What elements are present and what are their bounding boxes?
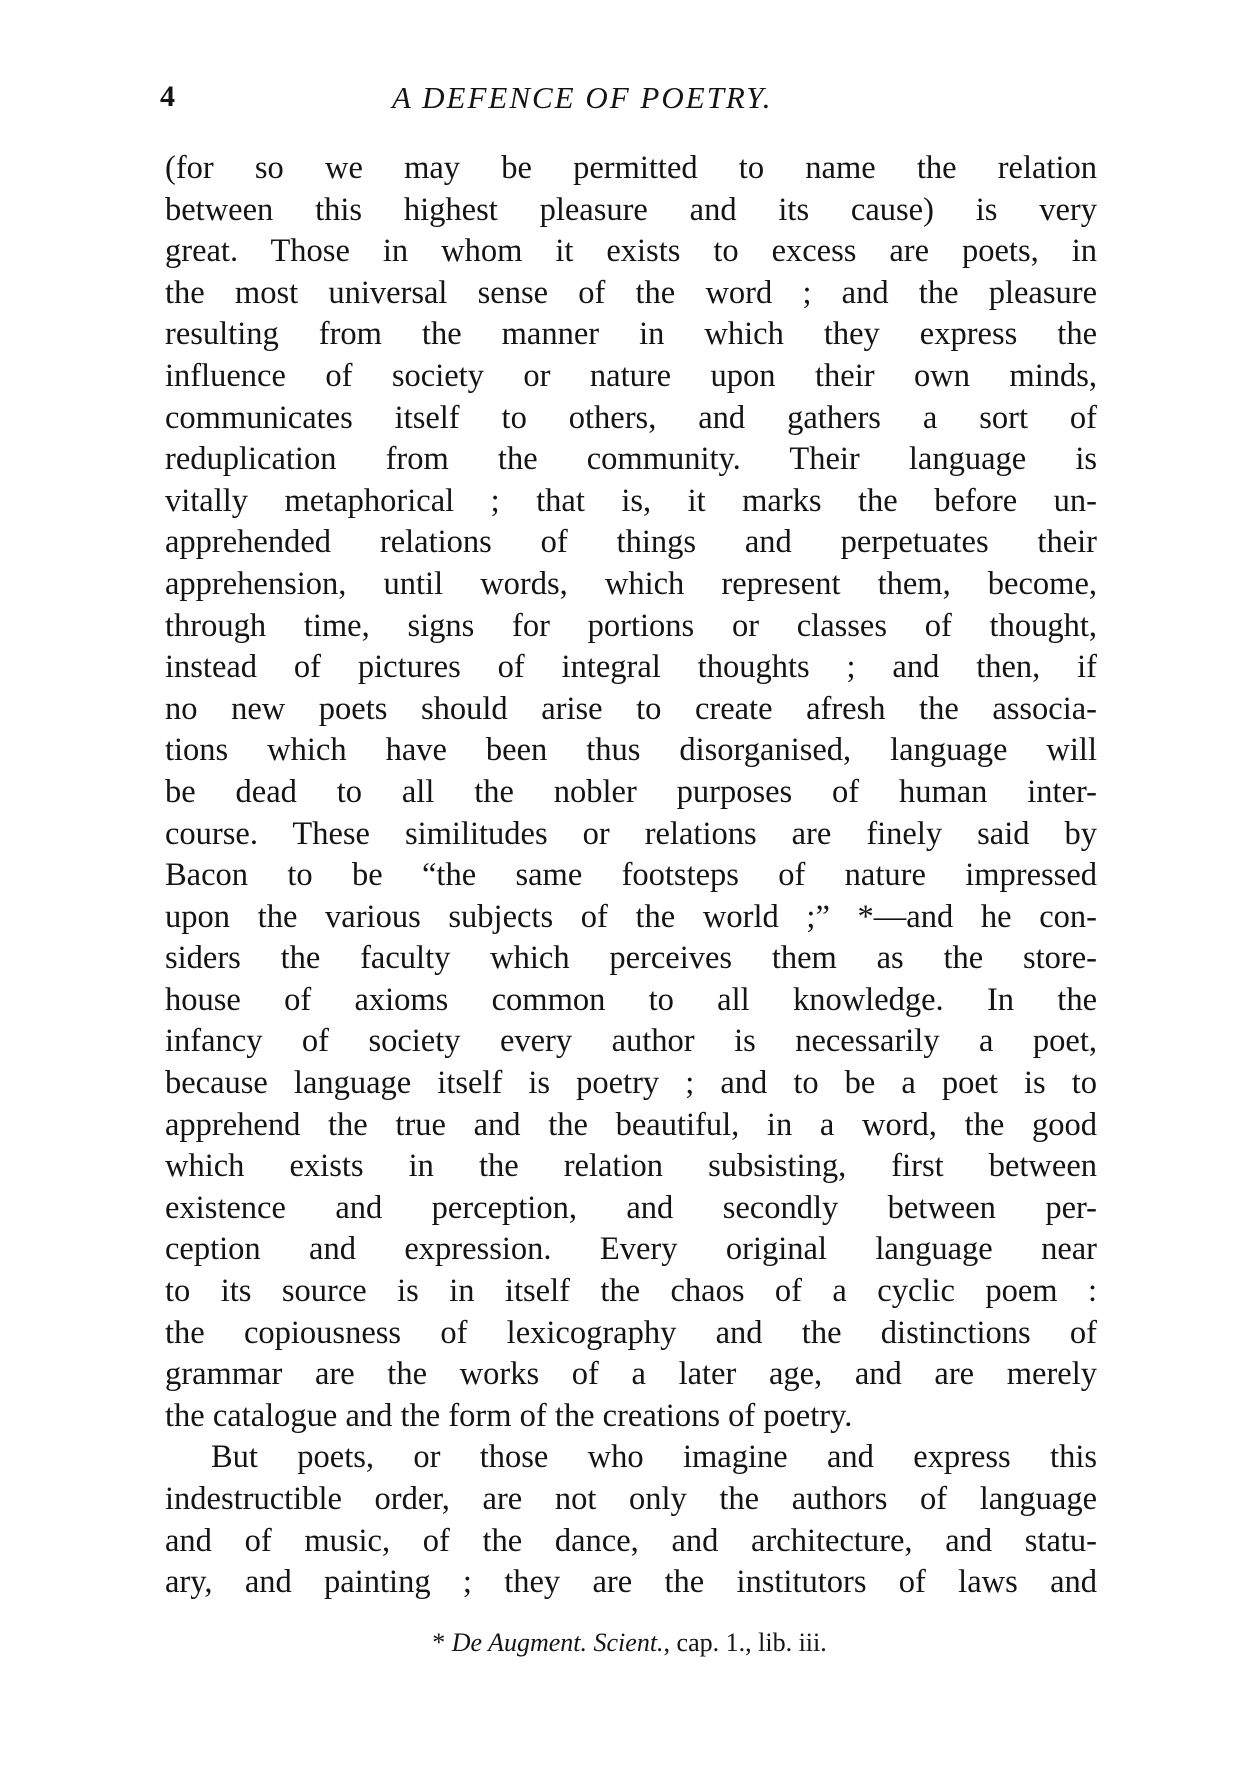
text-line: course. These similitudes or relations are finely said by xyxy=(165,815,1097,852)
footnote xyxy=(0,1628,1259,1658)
running-head xyxy=(160,80,1100,126)
text-line: between this highest pleasure and its cause) is very xyxy=(165,191,1097,228)
text-line: be dead to all the nobler purposes of human inter- xyxy=(165,773,1097,810)
text-line: Bacon to be “the same footsteps of nature impressed xyxy=(165,857,1097,894)
text-line: (for so we may be permitted to name the relation xyxy=(165,150,1097,186)
text-line: house of axioms common to all knowledge. In the xyxy=(165,981,1097,1018)
text-line: infancy of society every author is necessarily a poet, xyxy=(165,1023,1097,1060)
text-line: the catalogue and the form of the creations of poetry. xyxy=(165,1397,853,1434)
text-line: ary, and painting ; they are the institutors of laws and xyxy=(165,1564,1097,1601)
text-line: apprehension, until words, which represent them, become, xyxy=(165,565,1097,602)
text-line: reduplication from the community. Their language is xyxy=(165,441,1097,478)
text-line: and of music, of the dance, and architecture, and statu- xyxy=(165,1522,1097,1559)
footnote-work-title: De Augment. Scient. xyxy=(451,1628,664,1657)
text-line: the copiousness of lexicography and the distinctions of xyxy=(165,1314,1097,1351)
paragraph-2 xyxy=(165,1437,1097,1603)
text-line: because language itself is poetry ; and to be a poet is to xyxy=(165,1065,1097,1102)
running-title: A DEFENCE OF POETRY. xyxy=(392,80,773,115)
text-line: vitally metaphorical ; that is, it marks the before un- xyxy=(165,482,1097,519)
text-line: the most universal sense of the word ; and the pleasure xyxy=(165,274,1097,311)
footnote-reference: , cap. 1., lib. iii. xyxy=(663,1628,827,1657)
text-line: existence and perception, and secondly between per- xyxy=(165,1189,1097,1226)
text-line: no new poets should arise to create afresh the associa- xyxy=(165,690,1097,727)
text-line: upon the various subjects of the world ;” *—and he con- xyxy=(165,898,1097,935)
text-line: communicates itself to others, and gathers a sort of xyxy=(165,399,1097,436)
text-line: great. Those in whom it exists to excess are poets, in xyxy=(165,233,1097,270)
text-line: ception and expression. Every original language near xyxy=(165,1231,1097,1268)
text-line: through time, signs for portions or classes of thought, xyxy=(165,607,1097,644)
text-line: instead of pictures of integral thoughts ; and then, if xyxy=(165,649,1097,686)
text-line: grammar are the works of a later age, and are merely xyxy=(165,1356,1097,1393)
text-line: which exists in the relation subsisting, first between xyxy=(165,1148,1097,1185)
text-line: to its source is in itself the chaos of a cyclic poem : xyxy=(165,1273,1097,1310)
text-line: siders the faculty which perceives them as the store- xyxy=(165,940,1097,977)
text-line: But poets, or those who imagine and express this xyxy=(211,1439,1097,1476)
text-line: indestructible order, are not only the authors of language xyxy=(165,1481,1097,1517)
page-number: 4 xyxy=(160,80,175,113)
text-line: tions which have been thus disorganised, language will xyxy=(165,732,1097,769)
text-line: apprehended relations of things and perpetuates their xyxy=(165,524,1097,561)
body-text xyxy=(165,148,1097,1604)
text-line: resulting from the manner in which they express the xyxy=(165,316,1097,353)
text-line: apprehend the true and the beautiful, in a word, the good xyxy=(165,1106,1097,1143)
footnote-marker: * xyxy=(432,1628,446,1657)
paragraph-1 xyxy=(165,148,1097,1437)
text-line: influence of society or nature upon their own minds, xyxy=(165,357,1097,394)
